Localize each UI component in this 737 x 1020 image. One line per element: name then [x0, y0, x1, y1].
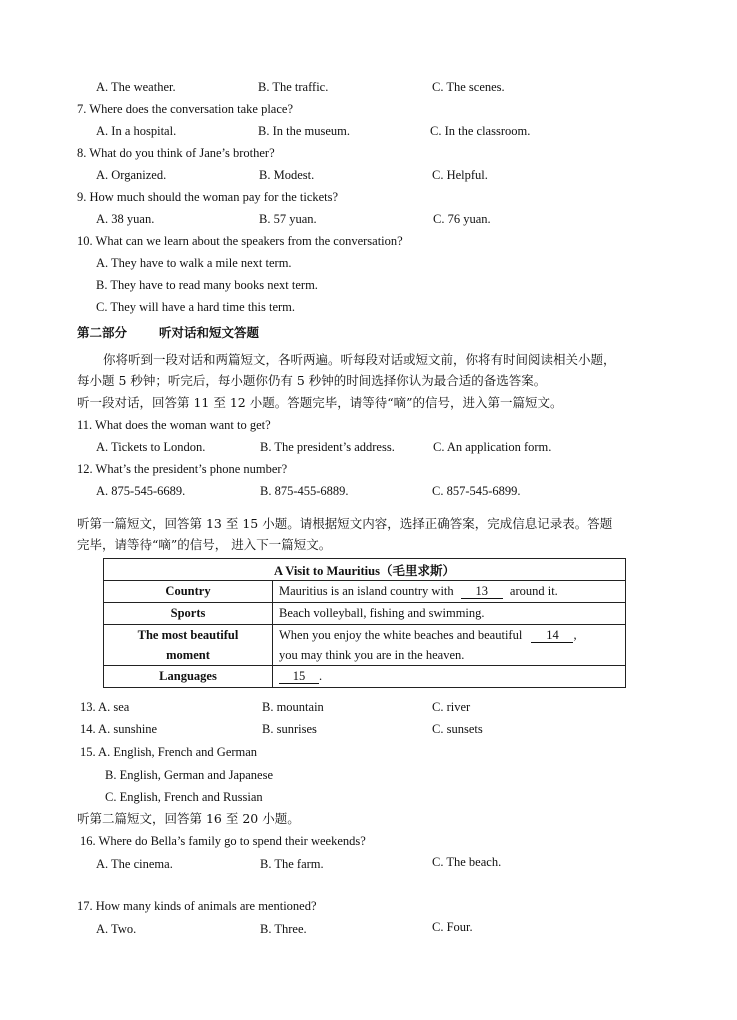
q10-question: 10. What can we learn about the speakers from the conversation?	[77, 234, 403, 248]
part2-intro-line1: 你将听到一段对话和两篇短文，各听两遍。听每段对话或短文前，你将有时间阅读相关小题，	[103, 352, 616, 367]
q16-option-c: C. The beach.	[432, 855, 502, 869]
passage2-instruction: 听第二篇短文，回答第 16 至 20 小题。	[77, 811, 300, 826]
moment-cell: When you enjoy the white beaches and beautiful 14 , you may think you are in the heaven.	[273, 625, 626, 666]
q10-option-b: B. They have to read many books next term.	[96, 278, 318, 292]
blank-13: 13	[461, 585, 503, 599]
moment-label-cell	[104, 625, 273, 666]
q9-option-a: A. 38 yuan.	[96, 212, 155, 226]
q6-option-b: B. The traffic.	[258, 80, 329, 94]
q7-option-c: C. In the classroom.	[430, 124, 531, 138]
country-text: Mauritius is an island country with	[279, 584, 454, 598]
sports-text: Beach volleyball, fishing and swimming.	[273, 603, 626, 625]
q9-option-b: B. 57 yuan.	[259, 212, 317, 226]
country-end: around it.	[509, 584, 558, 598]
languages-cell: 15 .	[273, 666, 626, 688]
q10-option-a: A. They have to walk a mile next term.	[96, 256, 292, 270]
q11-option-a: A. Tickets to London.	[96, 440, 206, 454]
moment-label-line1: The most beautiful	[137, 628, 239, 642]
q17-option-b: B. Three.	[260, 922, 307, 936]
passage1-instruction-line2: 完毕，请等待“嘀”的信号， 进入下一篇短文。	[77, 537, 332, 552]
blank-15: 15	[279, 670, 319, 684]
q8-option-a: A. Organized.	[96, 168, 167, 182]
moment-label-line2: moment	[166, 648, 210, 662]
q8-option-c: C. Helpful.	[432, 168, 488, 182]
q7-option-b: B. In the museum.	[258, 124, 351, 138]
q16-option-a: A. The cinema.	[96, 857, 173, 871]
languages-label: Languages	[104, 666, 273, 688]
q17-question: 17. How many kinds of animals are mentioned?	[77, 899, 317, 913]
q14-option-a: 14. A. sunshine	[80, 722, 158, 736]
q10-option-c: C. They will have a hard time this term.	[96, 300, 296, 314]
q12-question: 12. What’s the president’s phone number?	[77, 462, 288, 476]
q15-option-a: 15. A. English, French and German	[80, 745, 258, 759]
q12-option-b: B. 875-455-6889.	[260, 484, 349, 498]
country-cell	[273, 581, 626, 603]
q11-question: 11. What does the woman want to get?	[77, 418, 271, 432]
q6-option-a: A. The weather.	[96, 80, 176, 94]
q14-option-c: C. sunsets	[432, 722, 483, 736]
dialog-instruction: 听一段对话，回答第 11 至 12 小题。答题完毕，请等待“嘀”的信号，进入第一篇短文。	[77, 395, 563, 410]
q9-option-c: C. 76 yuan.	[433, 212, 491, 226]
q16-option-b: B. The farm.	[260, 857, 324, 871]
q13-option-a: 13. A. sea	[80, 700, 130, 714]
q9-question: 9. How much should the woman pay for the tickets?	[77, 190, 339, 204]
q16-question: 16. Where do Bella’s family go to spend their weekends?	[80, 834, 366, 848]
moment-text-line1: When you enjoy the white beaches and beautiful	[279, 628, 523, 642]
q6-option-c: C. The scenes.	[432, 80, 505, 94]
q8-option-b: B. Modest.	[259, 168, 315, 182]
part2-intro-line2: 每小题 5 秒钟；听完后，每小题你仍有 5 秒钟的时间选择你认为最合适的备选答案。	[77, 373, 547, 388]
moment-text-line2: you may think you are in the heaven.	[279, 648, 465, 662]
part2-heading-title: 听对话和短文答题	[159, 325, 260, 340]
q17-option-a: A. Two.	[96, 922, 137, 936]
q7-question: 7. Where does the conversation take place?	[77, 102, 293, 116]
info-record-table	[103, 558, 626, 688]
q13-option-c: C. river	[432, 700, 471, 714]
q12-option-a: A. 875-545-6689.	[96, 484, 186, 498]
q8-question: 8. What do you think of Jane’s brother?	[77, 146, 275, 160]
q11-option-c: C. An application form.	[433, 440, 552, 454]
sports-label: Sports	[104, 603, 273, 625]
q15-option-c: C. English, French and Russian	[105, 790, 263, 804]
table-title: A Visit to Mauritius（毛里求斯）	[104, 559, 626, 581]
part2-heading-number: 第二部分	[77, 325, 128, 340]
country-label: Country	[104, 581, 273, 603]
blank-14: 14	[531, 629, 573, 643]
q17-option-c: C. Four.	[432, 920, 473, 934]
q11-option-b: B. The president’s address.	[260, 440, 395, 454]
q14-option-b: B. sunrises	[262, 722, 317, 736]
q12-option-c: C. 857-545-6899.	[432, 484, 521, 498]
q7-option-a: A. In a hospital.	[96, 124, 177, 138]
q15-option-b: B. English, German and Japanese	[105, 768, 274, 782]
passage1-instruction-line1: 听第一篇短文，回答第 13 至 15 小题。请根据短文内容，选择正确答案，完成信息记录表。答题	[77, 516, 613, 531]
q13-option-b: B. mountain	[262, 700, 324, 714]
